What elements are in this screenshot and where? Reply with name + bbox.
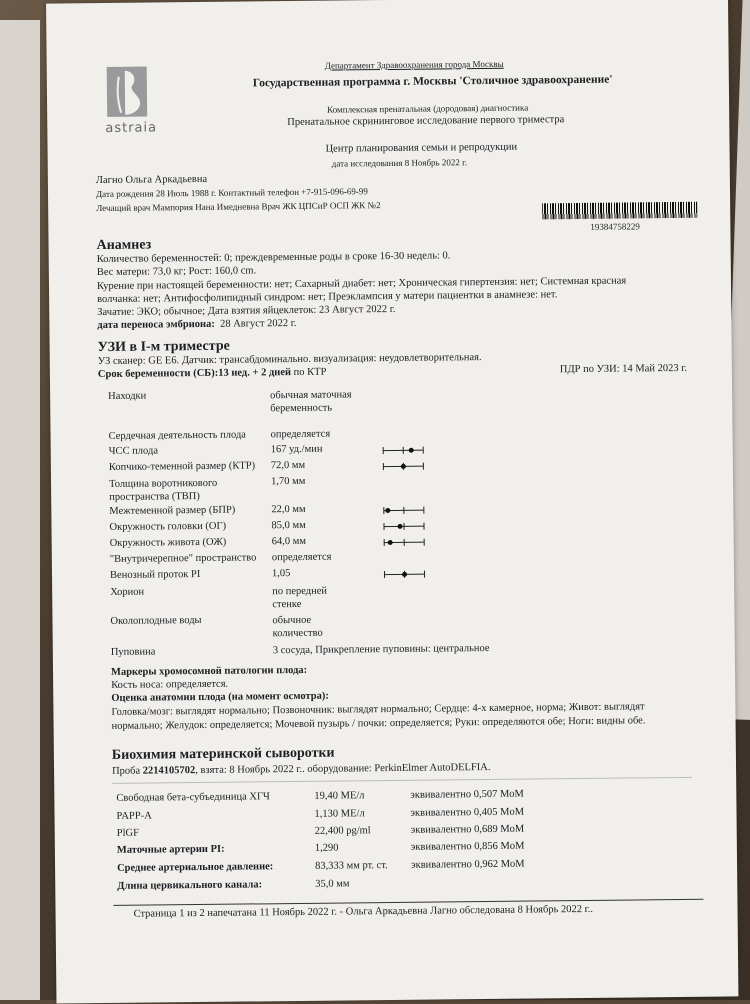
percentile-scale-tick bbox=[383, 463, 384, 470]
embryo-transfer bbox=[97, 318, 296, 331]
document-page bbox=[46, 0, 738, 1004]
biochemistry-title: Биохимия материнской сыворотки bbox=[111, 745, 335, 763]
percentile-scale-tick bbox=[423, 447, 424, 454]
study-date: дата исследования 8 Ноябрь 2022 г. bbox=[331, 157, 468, 169]
percentile-scale-tick bbox=[403, 507, 404, 514]
patient-birth: Дата рождения 28 Июль 1988 г. Контактный телефон +7-915-096-69-99 bbox=[95, 186, 368, 200]
anamnesis-conditions-2: волчанка: нет; Антифосфолипидный синдром: нет; Преэклампсия у матери пациентки в анамнезе: нет. bbox=[97, 289, 558, 306]
department: Департамент Здравоохранения города Москвы bbox=[324, 58, 504, 71]
ultrasound-row-label: Толщина воротникового пространства (ТВП) bbox=[109, 477, 218, 503]
percentile-scale-tick bbox=[424, 571, 425, 578]
percentile-scale-tick bbox=[403, 447, 404, 454]
ultrasound-row-value: 22,0 мм bbox=[271, 503, 306, 516]
biochemistry-row-value: 1,290 bbox=[314, 842, 339, 854]
sample-prefix: Проба bbox=[112, 765, 141, 777]
percentile-marker bbox=[385, 508, 390, 513]
markers-title: Маркеры хромосомной патологии плода: bbox=[110, 664, 308, 678]
sample-line bbox=[112, 762, 491, 777]
ultrasound-row-value: обычное количество bbox=[272, 614, 323, 640]
embryo-transfer-value: 28 Август 2022 г. bbox=[220, 317, 297, 330]
biochemistry-divider bbox=[112, 777, 692, 784]
anamnesis-pregnancies: Количество беременностей: 0; преждевременные роды в сроке 16-30 недель: 0. bbox=[96, 250, 451, 266]
percentile-scale-tick bbox=[423, 523, 424, 530]
ultrasound-row-label: Пуповина bbox=[110, 646, 156, 658]
diagnostics-line: Комплексная пренатальная (дородовая) диагностика bbox=[327, 102, 529, 115]
due-date: ПДР по УЗИ: 14 Май 2023 г. bbox=[559, 362, 688, 376]
anamnesis-title: Анамнез bbox=[96, 237, 152, 254]
percentile-scale-tick bbox=[384, 571, 385, 578]
gestational-age-suffix: по КТР bbox=[293, 366, 327, 378]
biochemistry-row-mom: эквивалентно 0,856 MoM bbox=[410, 840, 525, 853]
patient-name: Лагно Ольга Аркадьевна bbox=[95, 173, 208, 187]
attending-doctor: Лечащий врач Мампория Нана Имедневна Врач ЖК ЦПСиР ОСП ЖК №2 bbox=[96, 200, 381, 214]
logo-text: astraia bbox=[105, 120, 158, 136]
ultrasound-row-value: определяется bbox=[271, 551, 332, 564]
findings-value: обычная маточная беременность bbox=[270, 389, 352, 415]
sample-suffix: , взята: 8 Ноябрь 2022 г.. оборудование: PerkinElmer AutoDELFIA. bbox=[195, 761, 491, 777]
biochemistry-row-label: Среднее артериальное давление: bbox=[117, 861, 274, 874]
ultrasound-row-label: Окружность живота (ОЖ) bbox=[109, 536, 227, 549]
screening-line: Пренатальное скрининговое исследование первого триместра bbox=[287, 114, 565, 129]
percentile-marker bbox=[388, 540, 393, 545]
anatomy-line-2: нормально; Желудок: определяется; Мочевой пузырь / почки: определяется; Руки: определяются обе; Ноги: видны обе. bbox=[111, 715, 646, 732]
ultrasound-row-label: Межтеменной размер (БПР) bbox=[109, 504, 236, 517]
barcode bbox=[542, 202, 697, 220]
ultrasound-row-label: Копчико-теменной размер (КТР) bbox=[108, 460, 256, 473]
percentile-scale-tick bbox=[424, 539, 425, 546]
embryo-transfer-label: дата переноса эмбриона: bbox=[97, 318, 215, 332]
percentile-scale-tick bbox=[403, 523, 404, 530]
percentile-scale-tick bbox=[404, 539, 405, 546]
biochemistry-row-mom: эквивалентно 0,507 MoM bbox=[410, 788, 524, 801]
biochemistry-row-mom: эквивалентно 0,962 MoM bbox=[411, 858, 525, 871]
anatomy-line-1: Головка/мозг: выглядят нормально; Позвоночник: выглядят нормально; Сердце: 4-х камерное, норма; Живот: выглядят bbox=[111, 701, 645, 718]
center-name: Центр планирования семьи и репродукции bbox=[325, 141, 518, 155]
percentile-scale-tick bbox=[423, 507, 424, 514]
ultrasound-row-value: 1,70 мм bbox=[270, 475, 306, 488]
ultrasound-row-label: Окружность головки (ОГ) bbox=[109, 520, 227, 533]
percentile-scale-tick bbox=[383, 507, 384, 514]
ultrasound-row-value: определяется bbox=[270, 428, 331, 441]
ultrasound-row-label: "Внутричерепное" пространство bbox=[109, 552, 257, 565]
percentile-scale-tick bbox=[383, 523, 384, 530]
biochemistry-row-mom: эквивалентно 0,689 MoM bbox=[410, 823, 525, 836]
biochemistry-row-mom: эквивалентно 0,405 MoM bbox=[410, 806, 525, 819]
percentile-marker bbox=[401, 464, 406, 469]
biochemistry-row-value: 83,333 мм рт. ст. bbox=[315, 860, 388, 872]
findings-label: Находки bbox=[108, 390, 147, 402]
ultrasound-scanner: УЗ сканер: GE E6. Датчик: трансабдоминально. визуализация: неудовлетворительная. bbox=[97, 352, 482, 368]
ultrasound-row-value: 1,05 bbox=[271, 568, 291, 580]
anamnesis-weight: Вес матери: 73,0 кг; Рост: 160,0 cm. bbox=[96, 265, 257, 279]
gestational-age bbox=[98, 367, 327, 380]
biochemistry-row-value: 22,400 pg/ml bbox=[314, 825, 371, 837]
sample-number: 2214105702 bbox=[142, 765, 196, 777]
biochemistry-row-label: PlGF bbox=[116, 827, 139, 839]
biochemistry-row-label: PAPP-A bbox=[116, 810, 152, 822]
biochemistry-row-label: Длина цервикального канала: bbox=[117, 879, 263, 892]
ultrasound-row-label: Хорион bbox=[110, 586, 145, 598]
ultrasound-row-value: 72,0 мм bbox=[270, 459, 306, 472]
program-title: Государственная программа г. Москвы 'Столичное здравоохранение' bbox=[252, 73, 613, 90]
ultrasound-row-label: Венозный проток PI bbox=[109, 568, 201, 581]
anatomy-title: Оценка анатомии плода (на момент осмотра): bbox=[111, 690, 329, 704]
percentile-scale-tick bbox=[423, 463, 424, 470]
ultrasound-row-value: 64,0 мм bbox=[271, 535, 307, 548]
biochemistry-row-value: 19,40 МЕ/л bbox=[314, 790, 365, 802]
footer-text: Страница 1 из 2 напечатана 11 Ноябрь 2022 г. - Ольга Аркадьевна Лагно обследована 8 Ноябрь 2022 г.. bbox=[133, 903, 594, 920]
percentile-marker bbox=[409, 448, 414, 453]
anamnesis-conditions-1: Курение при настоящей беременности: нет; Сахарный диабет: нет; Хроническая гипертензия: нет; Системная красная bbox=[96, 275, 627, 293]
ultrasound-row-value: 3 сосуда, Прикрепление пуповины: центральное bbox=[272, 642, 490, 657]
barcode-number: 19384758229 bbox=[590, 221, 640, 232]
ultrasound-row-value: по передней стенке bbox=[272, 585, 328, 611]
adjacent-paper-left bbox=[0, 20, 40, 1000]
biochemistry-row-value: 35,0 мм bbox=[315, 878, 350, 890]
percentile-marker bbox=[397, 524, 402, 529]
percentile-scale-tick bbox=[383, 447, 384, 454]
biochemistry-row-value: 1,130 МЕ/л bbox=[314, 808, 365, 820]
percentile-scale-tick bbox=[384, 539, 385, 546]
ultrasound-row-value: 167 уд./мин bbox=[270, 443, 323, 456]
biochemistry-row-label: Маточные артерии PI: bbox=[116, 843, 225, 856]
astraia-logo bbox=[95, 64, 160, 141]
anamnesis-conception: Зачатие: ЭКО; обычное; Дата взятия яйцеклеток: 23 Август 2022 г. bbox=[97, 303, 396, 319]
ultrasound-row-value: 85,0 мм bbox=[271, 519, 306, 532]
gestational-age-label: Срок беременности (СБ):13 нед. + 2 дней bbox=[97, 367, 292, 381]
biochemistry-row-label: Свободная бета-субъединица ХГЧ bbox=[116, 791, 270, 804]
percentile-marker bbox=[402, 572, 407, 577]
ultrasound-row-label: Сердечная деятельность плода bbox=[108, 429, 246, 442]
ultrasound-row-label: ЧСС плода bbox=[108, 445, 159, 457]
ultrasound-title: УЗИ в I-м триместре bbox=[97, 338, 230, 356]
nasal-bone: Кость носа: определяется. bbox=[111, 678, 229, 691]
ultrasound-row-label: Околоплодные воды bbox=[110, 614, 202, 627]
